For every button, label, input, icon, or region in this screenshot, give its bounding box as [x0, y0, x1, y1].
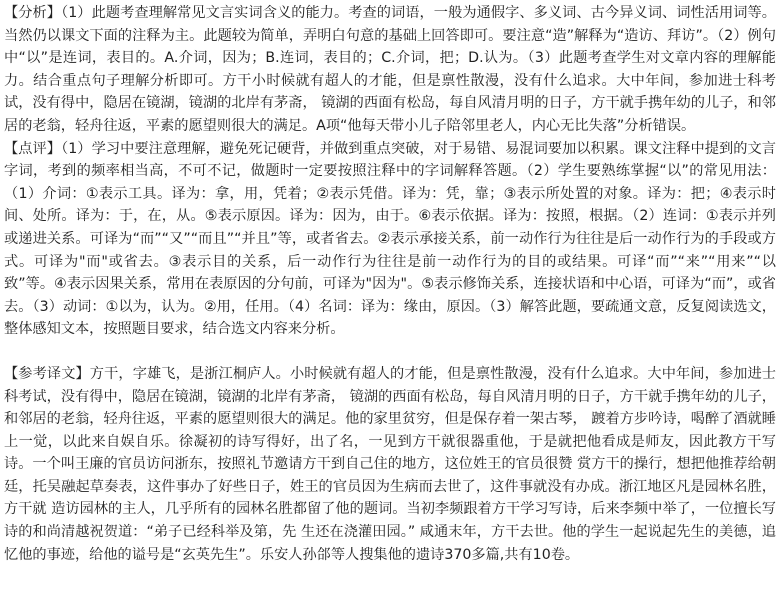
- answer-explanation: [4, 2, 776, 566]
- translation-tag: 【参考译文】: [4, 365, 90, 382]
- translation-paragraph: [4, 363, 776, 566]
- analysis-paragraph: [4, 2, 776, 138]
- analysis-tag: 【分析】: [4, 5, 62, 21]
- translation-text: 方干，字雄飞，是浙江桐庐人。小时候就有超人的才能，但是禀性散漫，没有什么追求。大中年间，参加进士科考试，没有得中，隐居在镜湖，镜湖的北岸有茅斋， 镜湖的西面有松岛，每自风清月明的日子，方干就手携年幼的儿子，和邻居的老翁，轻舟往返，平素的愿望则很大的满足。他的家里贫穷，但是保存着一架古琴， 踱着方步吟诗，喝醉了酒就睡上一觉，以此来自娱自乐。徐凝初的诗写得好，出了名，一见到方干就很器重他，于是就把他看成是师友，因此教方干写诗。一个叫王廉的官员访问浙东，按照礼节邀请方干到自己住的地方，这位姓王的官员很赞 赏方干的操行，想把他推荐给朝廷，托吴融起草奏表，这件事办了好些日子，姓王的官员因为生病而去世了，这件事就没有办成。浙江地区凡是园林名胜，方干就 造访园林的主人，几乎所有的园林名胜都留了他的题词。当初李频跟着方干学习写诗，后来李频中举了，一位擅长写诗的和尚清越祝贺道：“弟子已经科举及第，先 生还在浇灌田园。” 咸通末年，方干去世。他的学生一起说起先生的美德，追忆他的事迹，给他的谥号是“玄英先生”。乐安人孙郃等人搜集他的遗诗370多篇,共有10卷。: [4, 365, 776, 563]
- analysis-text: （1）此题考查理解常见文言实词含义的能力。考查的词语，一般为通假字、多义词、古今异义词、词性活用词等。当然仍以课文下面的注释为主。此题较为简单，弄明白句意的基础上回答即可。要注意“造”解释为“造访、拜访”。（2）例句中“以”是连词，表目的。A.介词，因为；B.连词，表目的；C.介词，把；D.认为。（3）此题考查学生对文章内容的理解能力。结合重点句子理解分析即可。方干小时候就有超人的才能，但是禀性散漫，没有什么追求。大中年间，参加进士科考试，没有得中，隐居在镜湖，镜湖的北岸有茅斋， 镜湖的西面有松岛，每自风清月明的日子，方干就手携年幼的儿子，和邻居的老翁，轻舟往返，平素的愿望则很大的满足。A项“他每天带小儿子陪邻里老人，内心无比失落”分析错误。: [4, 5, 776, 134]
- comment-text: （1）学习中要注意理解，避免死记硬背，并做到重点突破，对于易错、易混词要加以积累。课文注释中提到的文言字词，考到的频率相当高，不可不记，做题时一定要按照注释中的字词解释答题。（2）学生要熟练掌握“以”的常见用法：（1）介词：①表示工具。译为：拿，用，凭着；②表示凭借。译为：凭，靠；③表示所处置的对象。译为：把；④表示时间、处所。译为：于，在，从。⑤表示原因。译为：因为，由于。⑥表示依据。译为：按照，根据。（2）连词：①表示并列或递进关系。可译为“而”“又”“而且”“并且”等，或者省去。②表示承接关系，前一动作行为往往是后一动作行为的手段或方式。可译为"而"或省去。③表示目的关系，后一动作行为往往是前一动作行为的目的或结果。可译“而”“来”“用来”“以致”等。④表示因果关系，常用在表原因的分句前，可译为"因为"。⑤表示修饰关系，连接状语和中心语，可译为“而”，或省去。（3）动词：①以为，认为。②用，任用。（4）名词：译为：缘由，原因。（3）解答此题，要疏通文意，反复阅读选文，整体感知文本，按照题目要求，结合选文内容来分析。: [4, 140, 776, 338]
- comment-paragraph: [4, 138, 776, 341]
- comment-tag: 【点评】: [4, 140, 62, 157]
- paragraph-gap: [4, 341, 776, 363]
